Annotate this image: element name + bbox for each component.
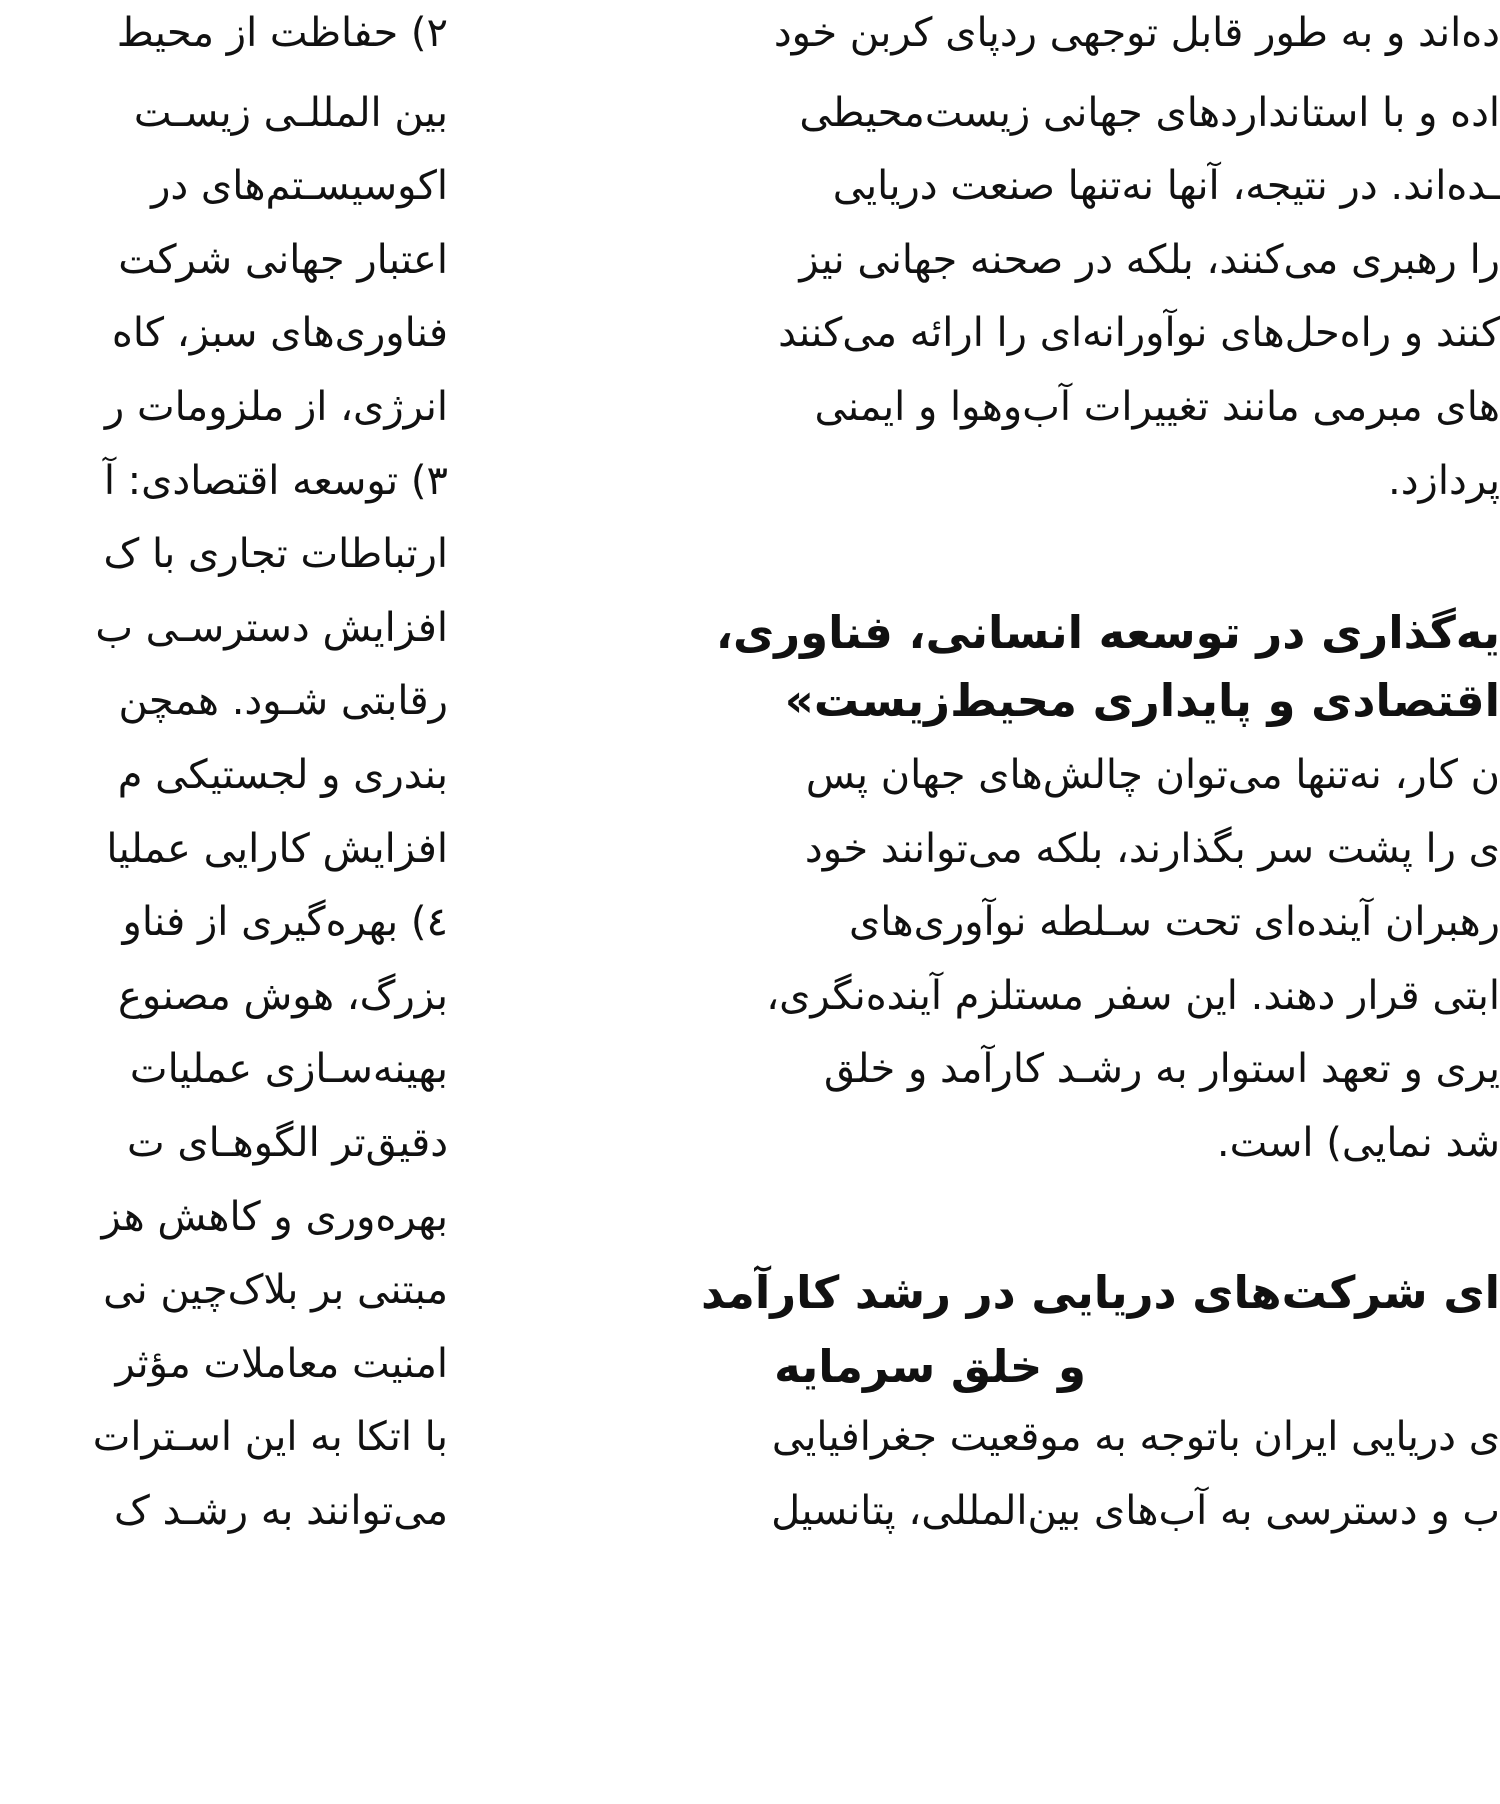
left-line: افزایش کارایی عملیا <box>106 826 448 872</box>
left-line: ٤) بهره‌گیری از فناو <box>122 899 448 945</box>
left-line: ارتباطات تجاری با ک <box>103 531 448 577</box>
paragraph-line: ب و دسترسی به آب‌های بین‌المللی، پتانسیل <box>771 1488 1500 1534</box>
left-line: ۳) توسعه اقتصادی: آ <box>103 458 448 504</box>
paragraph-line: شد نمایی) است. <box>1216 1120 1500 1166</box>
left-line: امنیت معاملات مؤثر <box>115 1341 448 1387</box>
paragraph-line: پردازد. <box>1388 458 1500 504</box>
paragraph-line: ی را پشت سر بگذارند، بلکه می‌توانند خود <box>804 826 1500 872</box>
paragraph-line: ن کار، نه‌تنها می‌توان چالش‌های جهان پس <box>805 752 1500 798</box>
left-line: بندری و لجستیکی م <box>117 752 448 798</box>
left-line: بزرگ، هوش مصنوع <box>118 973 448 1019</box>
left-line: انرژی، از ملزومات ر <box>104 384 448 430</box>
paragraph-line: ‌های مبرمی مانند تغییرات آب‌وهوا و ایمنی <box>814 384 1500 430</box>
paragraph-line: ی دریایی ایران باتوجه به موقعیت جغرافیایی <box>771 1414 1500 1460</box>
section-heading: اقتصادی و پایداری محیط‌زیست» <box>784 674 1500 727</box>
right-column <box>550 0 1500 1804</box>
paragraph-line: ـده‌اند. در نتیجه، آنها نه‌تنها صنعت دریایی <box>832 163 1500 209</box>
left-line: مبتنی بر بلاک‌چین نی <box>103 1267 448 1313</box>
left-line: رقابتی شـود. همچن <box>118 678 448 724</box>
left-line: با اتکا به این اسـترات <box>92 1414 448 1460</box>
paragraph-line: ده‌اند و به طور قابل توجهی ردپای کربن خود <box>773 10 1500 56</box>
paragraph-line: ابتی قرار دهند. این سفر مستلزم آینده‌نگری، <box>766 973 1500 1019</box>
left-line: افزایش دسترسـی ب <box>95 605 448 651</box>
paragraph-line: اده و با استانداردهای جهانی زیست‌محیطی <box>799 90 1500 136</box>
paragraph-line: کنند و راه‌حل‌های نوآورانه‌ای را ارائه می‌کنند <box>778 310 1500 356</box>
section-heading: ای شرکت‌های دریایی در رشد کارآمد <box>700 1266 1500 1319</box>
paragraph-line: را رهبری می‌کنند، بلکه در صحنه جهانی نیز <box>799 237 1500 283</box>
left-line: بهینه‌سـازی عملیات <box>129 1046 448 1092</box>
left-line: ۲) حفاظت از محیط <box>116 10 448 56</box>
left-column <box>0 0 448 1804</box>
left-line: می‌توانند به رشـد ک <box>114 1488 448 1534</box>
left-line: فناوری‌های سبز، کاه <box>111 310 448 356</box>
section-heading: و خلق سرمایه <box>774 1340 1086 1393</box>
paragraph-line: یری و تعهد استوار به رشـد کارآمد و خلق <box>823 1046 1500 1092</box>
left-line: اکوسیسـتم‌های در <box>151 163 448 209</box>
section-heading: یه‌گذاری در توسعه انسانی، فناوری، <box>715 606 1500 659</box>
left-line: بین المللـی زیسـت <box>133 90 448 136</box>
paragraph-line: رهبران آینده‌ای تحت سـلطه نوآوری‌های <box>849 899 1500 945</box>
left-line: دقیق‌تر الگوهـای ت <box>126 1120 448 1166</box>
left-line: اعتبار جهانی شرکت <box>118 237 448 283</box>
left-line: بهره‌وری و کاهش هز <box>101 1194 448 1240</box>
